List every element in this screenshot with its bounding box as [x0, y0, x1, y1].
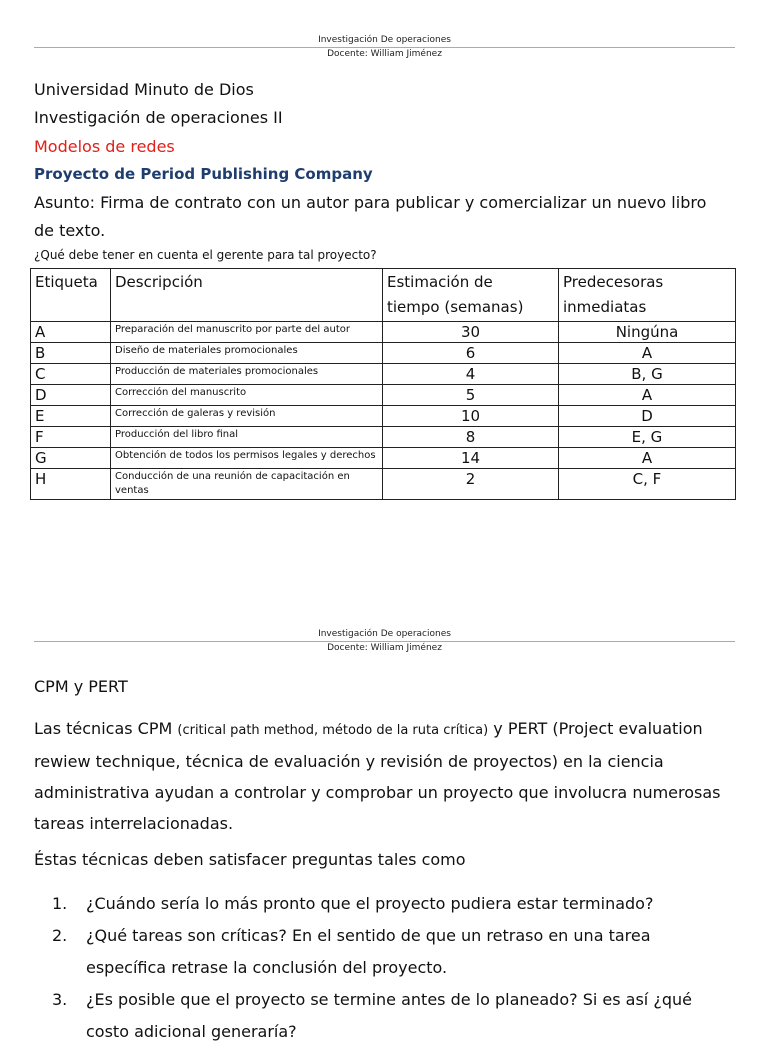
header-title-2: Investigación De operaciones: [318, 629, 451, 639]
cell-time: 5: [383, 385, 559, 406]
intro-paragraph: [34, 713, 734, 839]
table-header-row: [31, 269, 736, 322]
cell-label: H: [31, 469, 111, 500]
cell-time: 2: [383, 469, 559, 500]
cell-description: Diseño de materiales promocionales: [111, 343, 383, 364]
col-header-pred-line-1: Predecesoras: [563, 273, 664, 291]
activities-table: [30, 268, 736, 500]
cell-predecessors: A: [559, 448, 736, 469]
cell-time: 30: [383, 322, 559, 343]
cell-label: F: [31, 427, 111, 448]
cell-time: 6: [383, 343, 559, 364]
subject-line-1: Asunto: Firma de contrato con un autor para publicar y comercializar un nuevo libro: [34, 193, 707, 212]
cell-description: Conducción de una reunión de capacitación en ventas: [111, 469, 383, 500]
question-item: [34, 888, 734, 920]
table-row: [31, 364, 736, 385]
table-row: [31, 448, 736, 469]
university-name: Universidad Minuto de Dios: [34, 80, 254, 99]
cell-label: C: [31, 364, 111, 385]
cell-description: Producción del libro final: [111, 427, 383, 448]
questions-list: [34, 888, 734, 1048]
cell-description: Producción de materiales promocionales: [111, 364, 383, 385]
cell-predecessors: D: [559, 406, 736, 427]
question-text: ¿Es posible que el proyecto se termine antes de lo planeado? Si es así ¿qué costo adicional generaría?: [86, 990, 692, 1041]
course-name: Investigación de operaciones II: [34, 108, 283, 127]
question-number: 2.: [52, 926, 68, 945]
cell-description: Preparación del manuscrito por parte del autor: [111, 322, 383, 343]
paragraph-part-3: y PERT (Project evaluation rewiew technique, técnica de evaluación y revisión de proyectos) en la ciencia administrativa ayudan a controlar y comprobar un proyecto que involucra numerosas tareas interrelacionadas.: [34, 719, 721, 833]
cell-predecessors: B, G: [559, 364, 736, 385]
cell-time: 4: [383, 364, 559, 385]
question-number: 3.: [52, 990, 68, 1009]
cell-description: Corrección de galeras y revisión: [111, 406, 383, 427]
col-header-label: Etiqueta: [31, 269, 111, 322]
manager-question: ¿Qué debe tener en cuenta el gerente para tal proyecto?: [34, 248, 377, 262]
cell-label: B: [31, 343, 111, 364]
col-header-description: Descripción: [111, 269, 383, 322]
cell-time: 8: [383, 427, 559, 448]
cell-label: G: [31, 448, 111, 469]
table-row: [31, 385, 736, 406]
header-teacher: Docente: William Jiménez: [327, 49, 442, 59]
cell-time: 10: [383, 406, 559, 427]
cell-description: Corrección del manuscrito: [111, 385, 383, 406]
cell-predecessors: Ningúna: [559, 322, 736, 343]
cell-description: Obtención de todos los permisos legales y derechos: [111, 448, 383, 469]
cell-predecessors: A: [559, 343, 736, 364]
col-header-estimate-line-1: Estimación de: [387, 273, 493, 291]
col-header-predecessors: [559, 269, 736, 322]
subject-line-2: de texto.: [34, 221, 106, 240]
cell-label: E: [31, 406, 111, 427]
questions-intro: Éstas técnicas deben satisfacer preguntas tales como: [34, 850, 466, 869]
cell-predecessors: C, F: [559, 469, 736, 500]
question-item: [34, 984, 734, 1048]
topic-title: Modelos de redes: [34, 137, 175, 156]
table-row: [31, 322, 736, 343]
question-text: ¿Qué tareas son críticas? En el sentido de que un retraso en una tarea específica retrase la conclusión del proyecto.: [86, 926, 651, 977]
paragraph-part-2: (critical path method, método de la ruta crítica): [177, 723, 489, 738]
col-header-estimate-line-2: tiempo (semanas): [387, 298, 524, 316]
table-row: [31, 343, 736, 364]
cell-predecessors: E, G: [559, 427, 736, 448]
question-text: ¿Cuándo sería lo más pronto que el proyecto pudiera estar terminado?: [86, 894, 654, 913]
page-header-2: [34, 628, 735, 654]
paragraph-part-1: Las técnicas CPM: [34, 719, 178, 738]
question-item: [34, 920, 734, 984]
cell-label: A: [31, 322, 111, 343]
project-title: Proyecto de Period Publishing Company: [34, 165, 373, 183]
cell-label: D: [31, 385, 111, 406]
col-header-estimate: [383, 269, 559, 322]
col-header-pred-line-2: inmediatas: [563, 298, 647, 316]
table-row: [31, 427, 736, 448]
section-heading: CPM y PERT: [34, 677, 128, 696]
cell-predecessors: A: [559, 385, 736, 406]
cell-time: 14: [383, 448, 559, 469]
table-row: [31, 406, 736, 427]
page-header: [34, 34, 735, 60]
table-row: [31, 469, 736, 500]
header-teacher-2: Docente: William Jiménez: [327, 643, 442, 653]
header-title: Investigación De operaciones: [318, 35, 451, 45]
question-number: 1.: [52, 894, 68, 913]
